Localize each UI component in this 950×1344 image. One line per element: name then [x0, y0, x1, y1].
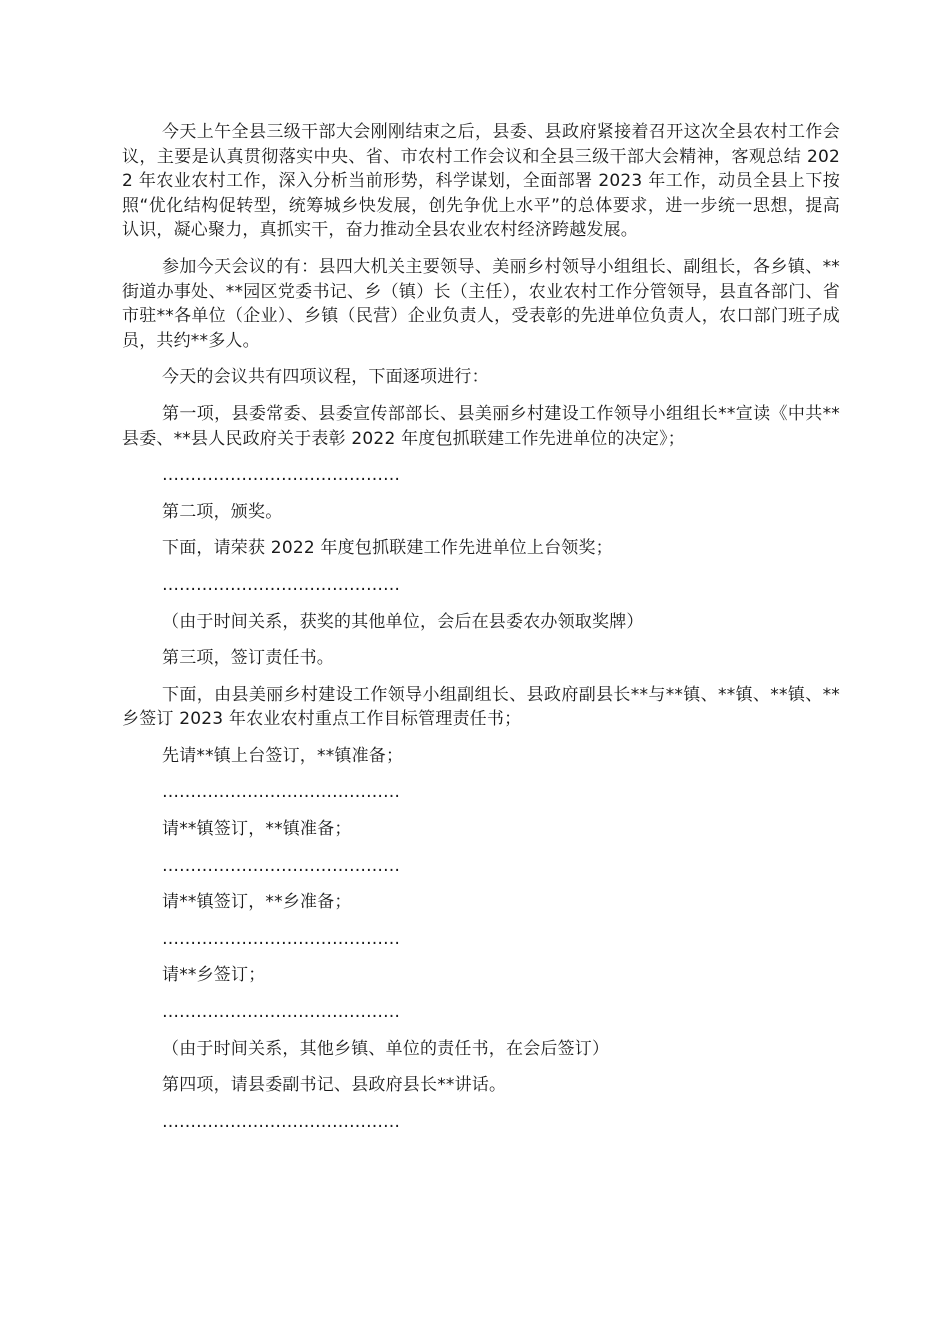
- paragraph-item-two: 第二项，颁奖。: [162, 501, 283, 522]
- paragraph-item-three: 第三项，签订责任书。: [162, 648, 334, 669]
- paragraph-signing-second: 请**镇签订，**镇准备；: [162, 819, 352, 840]
- paragraph-attendees: 参加今天会议的有：县四大机关主要领导、美丽乡村领导小组组长、副组长，各乡镇、**街道办事处、**园区党委书记、乡（镇）长（主任），农业农村工作分管领导，县直各部门、省市驻**各单位（企业）、乡镇（民营）企业负责人，受表彰的先进单位负责人，农口部门班子成员，共约**多人。: [122, 256, 840, 351]
- ellipsis-line: ……………………………………: [162, 782, 400, 803]
- ellipsis-line: ……………………………………: [162, 1002, 400, 1023]
- paragraph-signing-first: 先请**镇上台签订，**镇准备；: [162, 745, 404, 766]
- paragraph-signing-intro: 下面，由县美丽乡村建设工作领导小组副组长、县政府副县长**与**镇、**镇、**镇、**乡签订 2023 年农业农村重点工作目标管理责任书；: [122, 684, 840, 730]
- paragraph-award-invite: 下面，请荣获 2022 年度包抓联建工作先进单位上台领奖；: [162, 538, 613, 559]
- ellipsis-line: ……………………………………: [162, 1111, 400, 1132]
- document-page: [122, 120, 840, 1146]
- ellipsis-line: ……………………………………: [162, 855, 400, 876]
- paragraph-signing-fourth: 请**乡签订；: [162, 965, 266, 986]
- paragraph-item-one: 第一项，县委常委、县委宣传部部长、县美丽乡村建设工作领导小组组长**宣读《中共**县委、**县人民政府关于表彰 2022 年度包抓联建工作先进单位的决定》；: [122, 403, 840, 449]
- paragraph-agenda-intro: 今天的会议共有四项议程，下面逐项进行：: [162, 367, 489, 388]
- paragraph-item-four: 第四项，请县委副书记、县政府县长**讲话。: [162, 1075, 507, 1096]
- paragraph-signing-note: （由于时间关系，其他乡镇、单位的责任书，在会后签订）: [162, 1038, 610, 1059]
- paragraph-signing-third: 请**镇签订，**乡准备；: [162, 892, 352, 913]
- ellipsis-line: ……………………………………: [162, 574, 400, 595]
- ellipsis-line: ……………………………………: [162, 465, 400, 486]
- paragraph-award-note: （由于时间关系，获奖的其他单位，会后在县委农办领取奖牌）: [162, 611, 644, 632]
- paragraph-opening: 今天上午全县三级干部大会刚刚结束之后，县委、县政府紧接着召开这次全县农村工作会议，主要是认真贯彻落实中央、省、市农村工作会议和全县三级干部大会精神，客观总结 2022 年农业农村工作，深入分析当前形势，科学谋划，全面部署 2023 年工作，动员全县上下按照“优化结构促转型，统筹城乡快发展，创先争优上水平”的总体要求，进一步统一思想，提高认识，凝心聚力，真抓实干，奋力推动全县农业农村经济跨越发展。: [122, 122, 840, 241]
- ellipsis-line: ……………………………………: [162, 928, 400, 949]
